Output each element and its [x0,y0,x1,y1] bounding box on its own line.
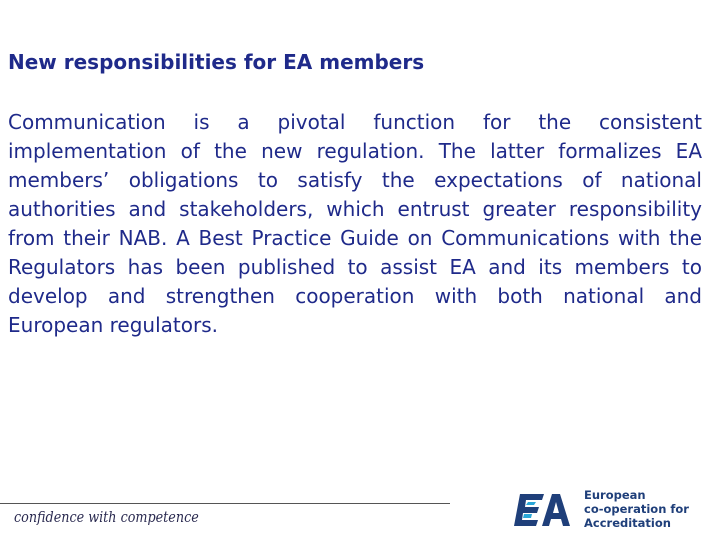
ea-logo-icon [514,490,576,530]
ea-logo [514,488,714,534]
footer-tagline: confidence with competence [14,508,199,526]
logo-line-cooperation: co-operation for [584,502,689,516]
logo-line-european: European [584,488,646,502]
footer-divider [0,503,450,504]
ea-logo-wordmark [584,488,689,530]
slide-title: New responsibilities for EA members [8,50,425,74]
slide-body-text: Communication is a pivotal function for the consistent implementation of the new regulation. The latter formalizes EA members’ obligations to satisfy the expectations of national authorities and stakeholders, which entrust greater responsibility from their NAB. A Best Practice Guide on Communications with the Regulators has been published to assist EA and its members to develop and strengthen cooperation with both national and European regulators. [8,110,702,337]
logo-line-accreditation: Accreditation [584,516,671,530]
